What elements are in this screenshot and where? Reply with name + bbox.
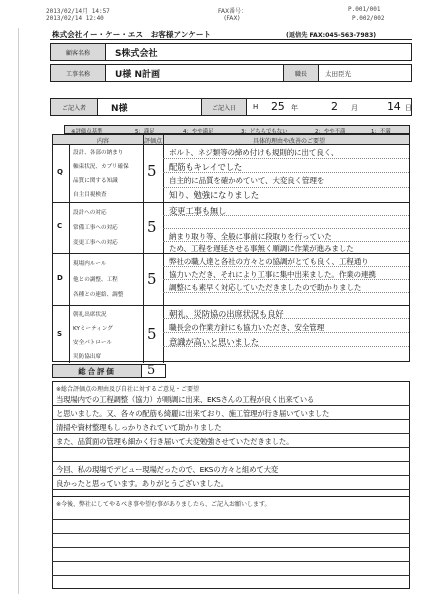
category-item: 自主目視検査 xyxy=(73,192,107,198)
col-divider-score xyxy=(163,135,164,363)
remark-line: 良かったと思っています。ありがとうございました。 xyxy=(56,479,228,488)
remarks-rule xyxy=(52,447,410,448)
footer-rule xyxy=(52,575,410,576)
fax-page-primary: P.001/001 xyxy=(348,6,381,13)
comment-rule xyxy=(163,228,409,229)
overall-label: 総合評価 xyxy=(53,365,142,377)
comment-line: 納まり取り等、全般に事前に段取りを行っていた xyxy=(169,232,332,241)
footer-rule xyxy=(52,561,410,562)
remarks-rule xyxy=(52,475,410,476)
scale-level-2: 2：やや不満 xyxy=(315,128,346,135)
category-item: 品質に関する知識 xyxy=(73,178,118,184)
manager-value: 太田臣光 xyxy=(325,69,351,78)
category-item: 安全パトロール xyxy=(73,340,112,346)
date-era: H xyxy=(253,103,259,111)
remarks-rule xyxy=(52,419,410,420)
category-item: 設計への対応 xyxy=(73,210,107,216)
respondent-row xyxy=(50,98,412,116)
category-letter-s: S xyxy=(57,330,63,338)
category-item: KYミーティング xyxy=(73,326,113,332)
category-item: 災防協出席 xyxy=(73,354,101,360)
comment-rule xyxy=(163,158,409,159)
row-divider-d xyxy=(53,305,409,306)
category-score-c: 5 xyxy=(147,218,157,236)
remarks-rule xyxy=(52,405,410,406)
category-letter-q: Q xyxy=(57,168,63,176)
date-day-unit: 日 xyxy=(405,104,412,112)
fax-page-secondary: P.002/002 xyxy=(352,15,385,22)
footer-rule xyxy=(52,519,410,520)
comment-line: 変更工事も無し xyxy=(169,206,227,216)
remarks-rule xyxy=(52,433,410,434)
comment-line: 配筋もキレイでした xyxy=(169,162,243,172)
scale-heading: ※評価点基準 xyxy=(71,128,103,135)
category-item: 軸束状況、カブリ確保 xyxy=(73,164,129,170)
customer-label: 顧客名称 xyxy=(51,44,106,60)
comment-line: 調整にも素早く対応していただきましたので助かりました xyxy=(169,283,362,292)
category-item: 常備工事への対応 xyxy=(73,225,118,231)
scale-legend xyxy=(64,125,410,134)
category-score-q: 5 xyxy=(147,162,157,180)
comment-line: ため、工程を遅延させる事無く順調に作業が進みました xyxy=(169,244,354,253)
footer-note: ※今後、弊社にしてやるべき事や望む事がありましたら、ご記入お願いします。 xyxy=(56,501,271,508)
header-content: 内容 xyxy=(97,138,110,145)
date-month-unit: 月 xyxy=(351,104,358,112)
remark-line: また、品質面の管理も細かく行き届いて大変勉強させていただきました。 xyxy=(56,437,294,446)
project-row xyxy=(50,64,412,82)
manager-label: 職長 xyxy=(283,65,319,81)
footer-rule xyxy=(52,547,410,548)
category-item: 各種との連絡、調整 xyxy=(73,292,124,298)
comment-line: 知り、勉強になりました xyxy=(169,190,259,200)
comment-line: 自主的に品質を確かめていて、大変良く管理を xyxy=(169,176,325,185)
scale-level-4: 4：やや満足 xyxy=(183,128,214,135)
comment-line: ボルト、ネジ類等の締め付けも規則的に出て良く、 xyxy=(169,148,339,157)
header-score: 評価点 xyxy=(144,138,163,145)
date-month: 2 xyxy=(331,100,338,113)
footer-rule xyxy=(52,533,410,534)
scale-level-5: 5：満足 xyxy=(135,128,155,135)
date-year-unit: 年 xyxy=(291,104,298,112)
project-label: 工事名称 xyxy=(51,65,106,81)
respondent-value: N様 xyxy=(111,103,128,114)
category-item: 朝礼出席状況 xyxy=(73,312,107,318)
fax-timestamp-top: 2013/02/14月 14:57 xyxy=(46,8,110,15)
evaluation-table xyxy=(52,134,410,362)
fax-number-label: FAX番号： xyxy=(218,8,248,15)
category-letter-c: C xyxy=(57,222,63,230)
customer-row xyxy=(50,43,412,61)
fax-timestamp-second: 2013/02/14 12:40 xyxy=(46,15,104,22)
scale-level-1: 1：不満 xyxy=(371,128,391,135)
comment-rule xyxy=(163,187,409,188)
category-score-s: 5 xyxy=(147,325,157,343)
category-item: 他との調整、工程 xyxy=(73,277,118,283)
category-letter-d: D xyxy=(57,274,63,282)
respondent-label: ご記入者 xyxy=(51,99,98,115)
remarks-rule xyxy=(52,489,410,490)
project-value: U様 N計画 xyxy=(115,69,160,80)
overall-box xyxy=(52,364,166,378)
comment-line: 朝礼、災防協の出席状況も良好 xyxy=(169,309,284,319)
date-label: ご記入日 xyxy=(201,99,247,115)
customer-value: S株式会社 xyxy=(115,48,158,59)
date-year: 25 xyxy=(271,100,285,113)
form-title: 株式会社イー・ケー・エス お客様アンケート xyxy=(52,30,212,39)
remark-line: 当現場内での工程調整（協力）が順調に出来、EKSさんの工程が良く出来ている xyxy=(56,395,315,404)
remark-line: 今回、私の現場でデビュー現場だったので、EKSの方々と組めて大変 xyxy=(56,465,278,474)
remarks-heading: ※総合評価点の理由及び自社に対するご意見・ご要望 xyxy=(56,386,200,393)
footer-divider xyxy=(52,496,410,497)
col-divider-items xyxy=(143,135,144,363)
title-underline xyxy=(50,39,412,40)
header-comment: 具体的理由や改善のご要望 xyxy=(253,138,326,145)
category-item: 変更工事への対応 xyxy=(73,240,118,246)
category-item: 設計、各部の納まり xyxy=(73,150,124,156)
return-fax: (返信先 FAX:045-563-7983) xyxy=(286,32,377,39)
comment-line: 協力いただき、それにより工事に集中出来ました。作業の連携 xyxy=(169,270,376,279)
date-day: 14 xyxy=(387,100,401,113)
scale-level-3: 3：どちらでもない xyxy=(241,128,288,135)
comment-line: 意識が高いと思いました xyxy=(169,337,259,347)
category-score-d: 5 xyxy=(147,270,157,288)
remark-line: 清掃や資材整理もしっかりされていて助かりました xyxy=(56,423,222,432)
overall-score: 5 xyxy=(147,363,156,378)
fax-sender-label: (FAX) xyxy=(224,15,240,22)
row-divider-q xyxy=(53,202,409,203)
comment-line: 職長会の作業方針にも協力いただき、安全管理 xyxy=(169,323,324,332)
category-item: 現場内ルール xyxy=(73,261,107,267)
remarks-rule xyxy=(52,461,410,462)
remark-line: と思いました。又、各々の配筋も綺麗に出来ており、施工管理が行き届いていました xyxy=(56,409,330,418)
comment-line: 弊社の職人達と各社の方々との協調がとても良く、工程通り xyxy=(169,257,369,266)
